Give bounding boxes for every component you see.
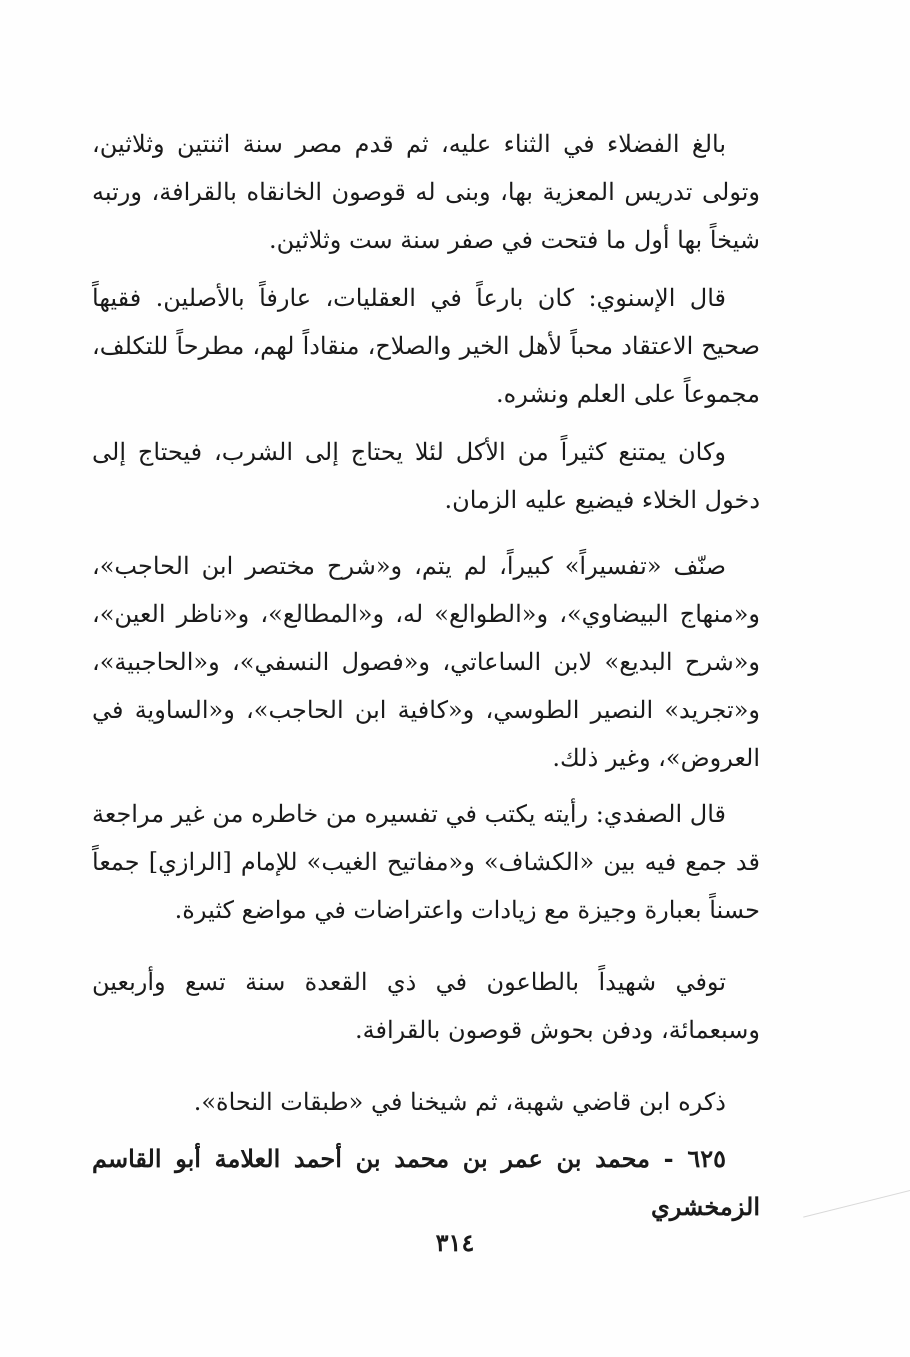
paragraph-text: قال الصفدي: رأيته يكتب في تفسيره من خاطره من غير مراجعة قد جمع فيه بين «الكشاف» و«مفاتيح الغيب» للإمام [الرازي] جمعاً حسناً بعبارة وجيزة مع زيادات واعتراضات في مواضع كثيرة. <box>92 800 760 924</box>
paragraph-text: توفي شهيداً بالطاعون في ذي القعدة سنة تسع وأربعين وسبعمائة، ودفن بحوش قوصون بالقرافة. <box>92 968 760 1044</box>
paragraph-3 <box>92 428 760 524</box>
paragraph-1 <box>92 120 760 264</box>
paragraph-text: ذكره ابن قاضي شهبة، ثم شيخنا في «طبقات النحاة». <box>193 1088 726 1116</box>
paragraph-2 <box>92 274 760 418</box>
paragraph-6 <box>92 958 760 1054</box>
paragraph-text: وكان يمتنع كثيراً من الأكل لئلا يحتاج إلى الشرب، فيحتاج إلى دخول الخلاء فيضيع عليه الزمان. <box>92 438 760 514</box>
entry-heading <box>92 1135 760 1231</box>
paragraph-text: صنّف «تفسيراً» كبيراً، لم يتم، و«شرح مختصر ابن الحاجب»، و«منهاج البيضاوي»، و«الطوالع» له، و«المطالع»، و«ناظر العين»، و«شرح البديع» لابن الساعاتي، و«فصول النسفي»، و«الحاجبية»، و«تجريد» النصير الطوسي، و«كافية ابن الحاجب»، و«الساوية في العروض»، وغير ذلك. <box>92 552 760 772</box>
scan-artifact-line <box>803 1190 910 1218</box>
paragraph-text: بالغ الفضلاء في الثناء عليه، ثم قدم مصر سنة اثنتين وثلاثين، وتولى تدريس المعزية بها، وبنى له قوصون الخانقاه بالقرافة، ورتبه شيخاً بها أول ما فتحت في صفر سنة ست وثلاثين. <box>92 130 760 254</box>
paragraph-text: قال الإسنوي: كان بارعاً في العقليات، عارفاً بالأصلين. فقيهاً صحيح الاعتقاد محباً لأهل الخير والصلاح، منقاداً لهم، مطرحاً للتكلف، مجموعاً على العلم ونشره. <box>92 284 760 408</box>
paragraph-7 <box>92 1078 760 1126</box>
paragraph-4 <box>92 542 760 782</box>
page-number: ٣١٤ <box>435 1228 475 1257</box>
paragraph-5 <box>92 790 760 934</box>
entry-heading-text: ٦٢٥ - محمد بن عمر بن محمد بن أحمد العلامة أبو القاسم الزمخشري <box>92 1144 760 1221</box>
